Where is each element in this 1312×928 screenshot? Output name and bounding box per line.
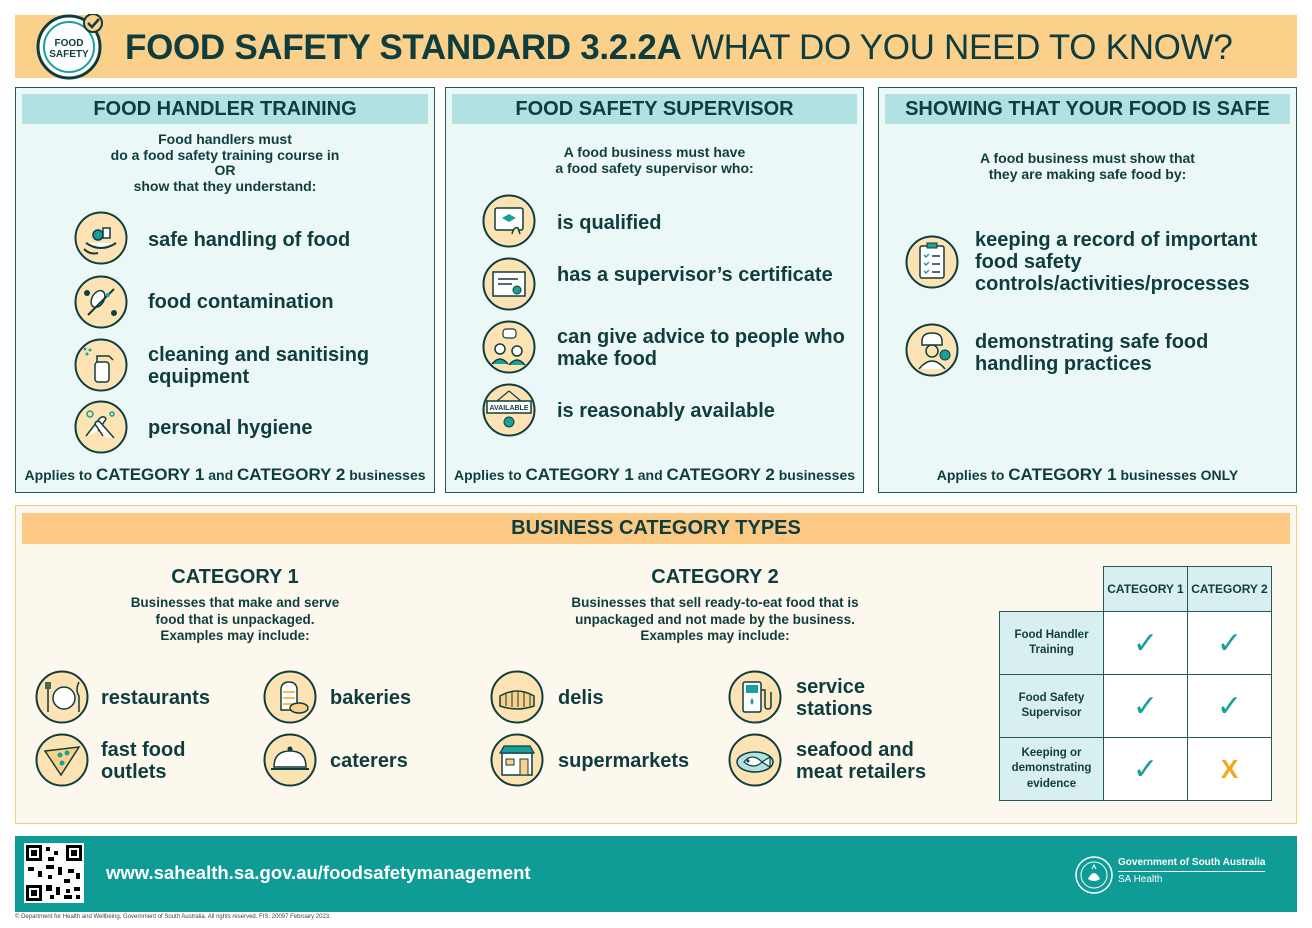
panel-heading: FOOD SAFETY SUPERVISOR	[452, 94, 857, 124]
intro-line: do a food safety training course in	[110, 146, 340, 163]
item-available: is reasonably available	[557, 400, 775, 422]
fuel-pump-icon	[728, 670, 782, 724]
food-handler-training-panel	[15, 87, 435, 493]
biz-supermarkets: supermarkets	[558, 750, 690, 772]
food-safety-logo	[35, 14, 105, 80]
desc-line: unpackaged and not made by the business.	[575, 611, 855, 627]
logo-text-safety: SAFETY	[49, 49, 89, 60]
available-sign-text: AVAILABLE	[489, 405, 529, 412]
category-heading: BUSINESS CATEGORY TYPES	[22, 513, 1290, 544]
title-light: WHAT DO YOU NEED TO KNOW?	[681, 28, 1233, 67]
available-sign-icon	[482, 383, 536, 437]
item-give-advice: can give advice to people who make food	[557, 326, 845, 370]
check-icon: ✓	[1132, 689, 1159, 723]
government-wordmark	[1118, 857, 1265, 886]
check-icon: ✓	[1132, 752, 1159, 786]
cell-check	[1104, 738, 1188, 801]
row-label-food-handler	[1000, 612, 1104, 675]
applies-suffix: businesses	[774, 467, 856, 483]
applies-to	[446, 465, 863, 485]
table-corner	[1000, 567, 1104, 612]
intro-line: A food business must have	[563, 144, 746, 160]
row-label-supervisor	[1000, 675, 1104, 738]
item-safe-handling: safe handling of food	[148, 229, 351, 251]
table-col-category-1: CATEGORY 1	[1104, 567, 1188, 612]
cross-icon: X	[1220, 753, 1239, 784]
table-row	[1000, 738, 1272, 801]
panel-intro	[16, 132, 434, 194]
row-label-evidence	[1000, 738, 1104, 801]
category-comparison-table	[999, 566, 1272, 801]
check-icon: ✓	[1216, 689, 1243, 723]
cell-check	[1104, 675, 1188, 738]
restaurant-icon	[35, 670, 89, 724]
cell-check	[1188, 675, 1272, 738]
intro-line: show that they understand:	[133, 177, 317, 194]
panel-heading: FOOD HANDLER TRAINING	[22, 94, 428, 124]
deli-pie-icon	[490, 670, 544, 724]
table-row	[1000, 612, 1272, 675]
applies-cat2: CATEGORY 2	[666, 465, 775, 484]
table-col-category-2: CATEGORY 2	[1188, 567, 1272, 612]
item-personal-hygiene: personal hygiene	[148, 417, 313, 439]
cloche-icon	[263, 733, 317, 787]
desc-line: Businesses that sell ready-to-eat food that is	[571, 595, 859, 610]
biz-fast-food	[101, 739, 221, 783]
fish-icon	[728, 733, 782, 787]
intro-line: they are making safe food by:	[988, 165, 1187, 182]
intro-line: OR	[214, 162, 236, 178]
biz-caterers: caterers	[330, 750, 408, 772]
applies-to	[879, 465, 1296, 485]
showing-food-safe-panel	[878, 87, 1297, 493]
applies-suffix: businesses	[345, 467, 426, 483]
panel-intro	[446, 145, 863, 176]
item-contamination: food contamination	[148, 291, 334, 313]
applies-prefix: Applies to	[24, 467, 97, 483]
panel-heading: SHOWING THAT YOUR FOOD IS SAFE	[885, 94, 1290, 124]
cell-cross	[1188, 738, 1272, 801]
chef-icon	[905, 323, 959, 377]
table-header-row	[1000, 567, 1272, 612]
desc-line: Examples may include:	[160, 628, 310, 643]
sa-government-crest-icon	[1074, 855, 1114, 895]
check-icon: ✓	[1132, 626, 1159, 660]
desc-line: Examples may include:	[640, 628, 790, 643]
biz-bakeries: bakeries	[330, 687, 412, 709]
hands-food-icon	[74, 211, 128, 265]
cell-check	[1104, 612, 1188, 675]
bakery-icon	[263, 670, 317, 724]
website-link[interactable]: www.sahealth.sa.gov.au/foodsafetymanagement	[106, 862, 531, 883]
contamination-icon	[74, 275, 128, 329]
logo-text-food: FOOD	[54, 38, 84, 49]
biz-service-stations: service stations	[796, 676, 873, 720]
applies-prefix: Applies to	[453, 467, 526, 483]
applies-cat1: CATEGORY 1	[96, 465, 205, 484]
biz-restaurants: restaurants	[101, 687, 210, 709]
certificate-icon	[482, 257, 536, 311]
applies-cat2: CATEGORY 2	[237, 465, 346, 484]
table-row	[1000, 675, 1272, 738]
food-safety-supervisor-panel	[445, 87, 864, 493]
biz-fast-food-label: fast food outlets	[101, 739, 186, 783]
spray-bottle-icon	[74, 338, 128, 392]
applies-to	[16, 465, 434, 485]
intro-line: a food safety supervisor who:	[555, 159, 754, 176]
copyright-notice: © Department for Health and Wellbeing, Government of South Australia. All rights reserved. FIS: 20097 February 2023.	[15, 914, 331, 920]
category-1-description	[95, 595, 375, 645]
applies-prefix: Applies to	[936, 467, 1009, 483]
people-talking-icon	[482, 320, 536, 374]
page-title	[125, 28, 1233, 68]
applies-mid: and	[204, 467, 238, 483]
gov-line-2: SA Health	[1118, 873, 1163, 885]
row-label-text: Food Handler Training	[1014, 628, 1089, 656]
biz-delis: delis	[558, 687, 604, 709]
biz-seafood-meat: seafood and meat retailers	[796, 739, 927, 783]
intro-line: A food business must show that	[980, 150, 1195, 166]
desc-line: food that is unpackaged.	[155, 611, 315, 627]
item-certificate: has a supervisor’s certificate	[557, 264, 833, 286]
row-label-text: Keeping or demonstrating evidence	[1011, 746, 1092, 790]
applies-suffix: businesses ONLY	[1116, 467, 1239, 483]
cell-check	[1188, 612, 1272, 675]
clipboard-icon	[905, 235, 959, 289]
applies-mid: and	[633, 467, 667, 483]
supermarket-icon	[490, 733, 544, 787]
applies-cat1: CATEGORY 1	[1008, 465, 1117, 484]
panel-intro	[879, 151, 1296, 182]
handwash-icon	[74, 400, 128, 454]
qr-code-icon[interactable]	[24, 843, 84, 903]
item-keeping-record: keeping a record of important food safety controls/activities/processes	[975, 229, 1258, 295]
title-bold: FOOD SAFETY STANDARD 3.2.2A	[125, 28, 682, 67]
item-demonstrating: demonstrating safe food handling practices	[975, 331, 1209, 375]
applies-cat1: CATEGORY 1	[525, 465, 634, 484]
row-label-text: Food Safety Supervisor	[1018, 691, 1085, 719]
item-cleaning: cleaning and sanitising equipment	[148, 344, 370, 388]
check-icon: ✓	[1216, 626, 1243, 660]
desc-line: Businesses that make and serve	[130, 595, 340, 610]
pizza-icon	[35, 733, 89, 787]
gov-line-1: Government of South Australia	[1118, 857, 1265, 872]
intro-line: Food handlers must	[158, 131, 292, 147]
category-2-description	[540, 595, 890, 645]
item-qualified: is qualified	[557, 212, 662, 234]
category-2-title: CATEGORY 2	[651, 566, 779, 588]
category-1-title: CATEGORY 1	[171, 566, 299, 588]
tablet-graduate-icon	[482, 194, 536, 248]
